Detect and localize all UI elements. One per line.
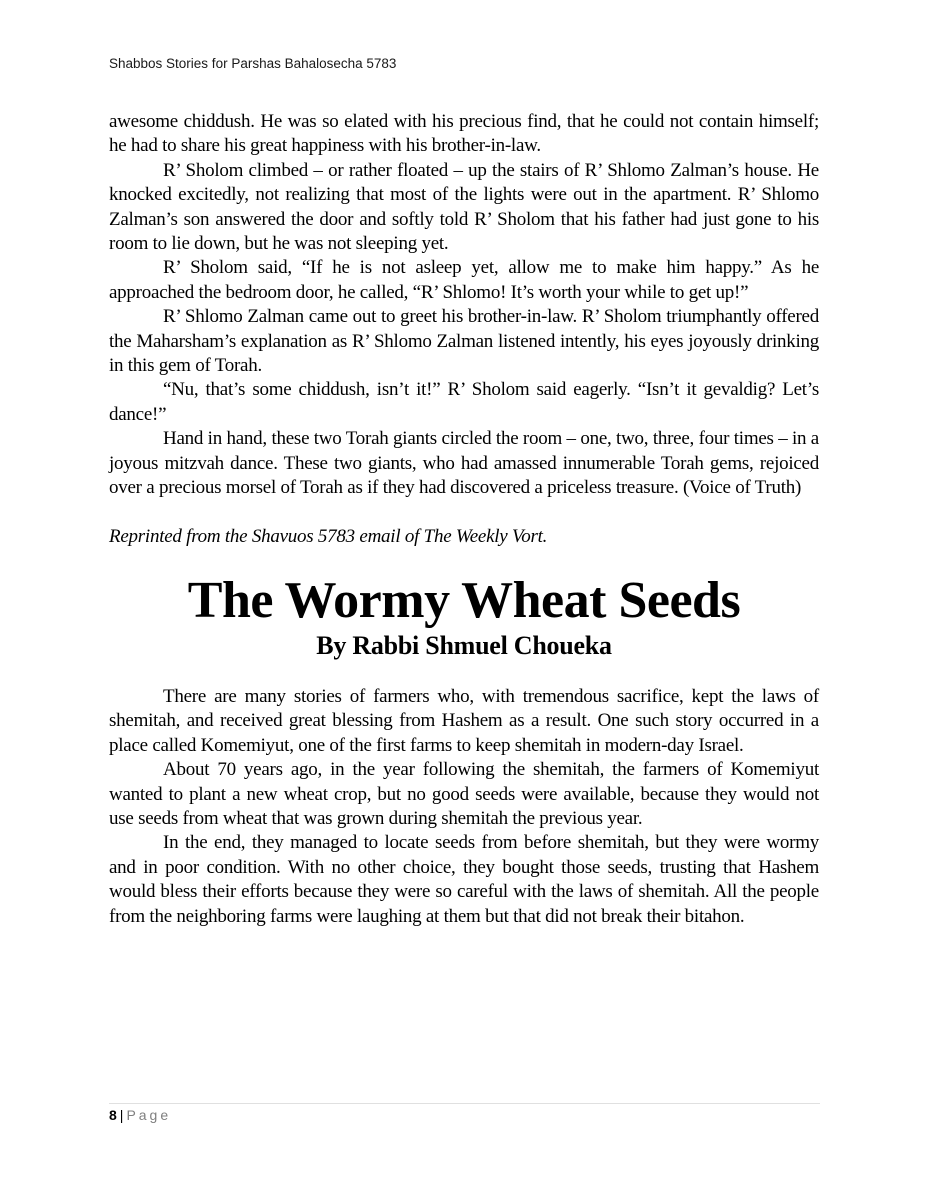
page-label: Page	[126, 1107, 172, 1123]
page-footer	[109, 1107, 171, 1123]
page-body	[109, 110, 819, 929]
story-title: The Wormy Wheat Seeds	[187, 571, 741, 629]
paragraph: R’ Sholom climbed – or rather floated – up the stairs of R’ Shlomo Zalman’s house. He knocked excitedly, not realizing that most of the lights were out in the apartment. R’ Shlomo Zalman’s son answered the door and softly told R’ Sholom that his father had just gone to his room to lie down, but he was not sleeping yet.	[109, 159, 819, 255]
paragraph: R’ Shlomo Zalman came out to greet his brother-in-law. R’ Sholom triumphantly offered the Maharsham’s explanation as R’ Shlomo Zalman listened intently, his eyes joyously drinking in this gem of Torah.	[109, 306, 819, 377]
footer-divider	[109, 1103, 820, 1104]
footer-separator: |	[119, 1107, 124, 1123]
paragraph: “Nu, that’s some chiddush, isn’t it!” R’ Sholom said eagerly. “Isn’t it gevaldig? Let’s dance!”	[109, 379, 819, 425]
paragraph: R’ Sholom said, “If he is not asleep yet, allow me to make him happy.” As he approached the bedroom door, he called, “R’ Shlomo! It’s worth your while to get up!”	[109, 257, 819, 303]
paragraph: Hand in hand, these two Torah giants circled the room – one, two, three, four times – in a joyous mitzvah dance. These two giants, who had amassed innumerable Torah gems, rejoiced over a precious morsel of Torah as if they had discovered a priceless treasure. (Voice of Truth)	[109, 428, 819, 499]
paragraph: There are many stories of farmers who, with tremendous sacrifice, kept the laws of shemitah, and received great blessing from Hashem as a result. One such story occurred in a place called Komemiyut, one of the first farms to keep shemitah in modern-day Israel.	[109, 685, 819, 756]
page-number: 8	[109, 1107, 117, 1123]
paragraph: awesome chiddush. He was so elated with his precious find, that he could not contain himself; he had to share his great happiness with his brother-in-law.	[109, 111, 819, 157]
paragraph: About 70 years ago, in the year following the shemitah, the farmers of Komemiyut wanted to plant a new wheat crop, but no good seeds were available, because they would not use seeds from wheat that was grown during shemitah the previous year.	[109, 759, 819, 829]
story-byline: By Rabbi Shmuel Choueka	[316, 630, 612, 660]
running-header: Shabbos Stories for Parshas Bahalosecha 5783	[109, 56, 397, 71]
paragraph: In the end, they managed to locate seeds from before shemitah, but they were wormy and in poor condition. With no other choice, they bought those seeds, trusting that Hashem would bless their efforts because they were so careful with the laws of shemitah. All the people from the neighboring farms were laughing at them but that did not break their bitahon.	[109, 832, 819, 927]
reprint-note: Reprinted from the Shavuos 5783 email of The Weekly Vort.	[109, 525, 548, 547]
